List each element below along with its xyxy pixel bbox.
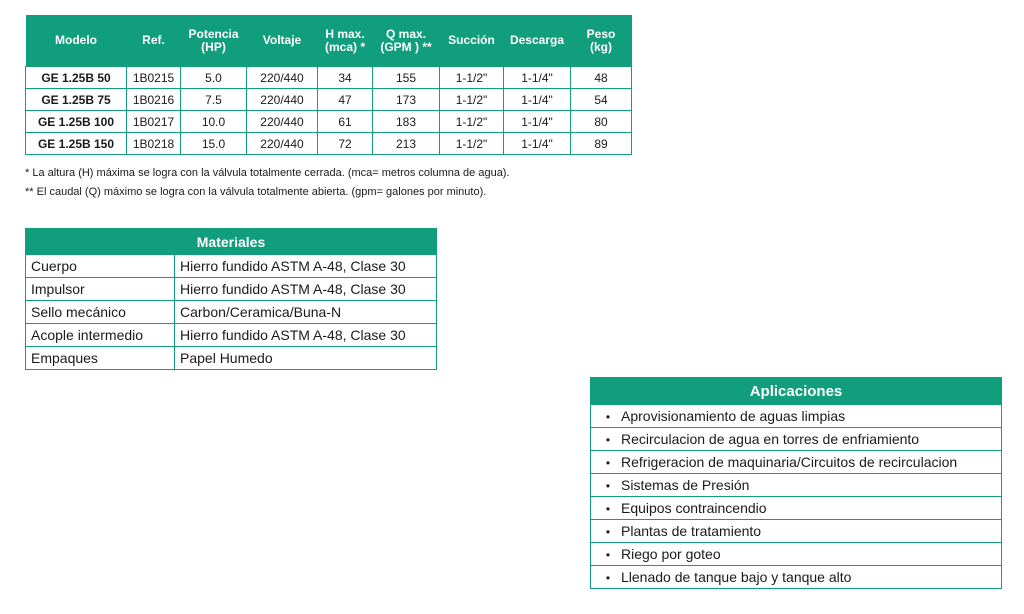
cell-voltaje: 220/440 xyxy=(247,133,318,155)
material-spec: Hierro fundido ASTM A-48, Clase 30 xyxy=(175,278,437,301)
table-row xyxy=(26,301,437,324)
cell-peso: 89 xyxy=(571,133,632,155)
bullet-icon: • xyxy=(605,571,611,585)
cell-modelo: GE 1.25B 100 xyxy=(26,111,127,133)
col-header-potencia: Potencia (HP) xyxy=(181,15,247,67)
cell-modelo: GE 1.25B 75 xyxy=(26,89,127,111)
material-part: Sello mecánico xyxy=(26,301,175,324)
cell-modelo: GE 1.25B 50 xyxy=(26,67,127,89)
application-item xyxy=(591,497,1002,520)
cell-succion: 1-1/2" xyxy=(440,89,504,111)
applications-title: Aplicaciones xyxy=(591,378,1002,405)
list-item xyxy=(591,497,1002,520)
application-item xyxy=(591,520,1002,543)
material-spec: Hierro fundido ASTM A-48, Clase 30 xyxy=(175,324,437,347)
cell-qmax: 213 xyxy=(373,133,440,155)
application-item xyxy=(591,451,1002,474)
cell-qmax: 173 xyxy=(373,89,440,111)
application-item xyxy=(591,474,1002,497)
cell-modelo: GE 1.25B 150 xyxy=(26,133,127,155)
applications-table xyxy=(590,377,1002,589)
materials-table xyxy=(25,228,437,370)
col-header-qmax: Q max. (GPM ) ** xyxy=(373,15,440,67)
specs-table xyxy=(25,15,632,155)
cell-succion: 1-1/2" xyxy=(440,67,504,89)
list-item xyxy=(591,428,1002,451)
application-text: Llenado de tanque bajo y tanque alto xyxy=(621,569,852,585)
cell-ref: 1B0217 xyxy=(127,111,181,133)
list-item xyxy=(591,474,1002,497)
material-part: Impulsor xyxy=(26,278,175,301)
table-row xyxy=(26,89,632,111)
cell-qmax: 155 xyxy=(373,67,440,89)
bullet-icon: • xyxy=(605,502,611,516)
cell-potencia: 7.5 xyxy=(181,89,247,111)
col-header-succion: Succión xyxy=(440,15,504,67)
table-row xyxy=(26,278,437,301)
cell-voltaje: 220/440 xyxy=(247,67,318,89)
bullet-icon: • xyxy=(605,525,611,539)
table-row xyxy=(26,255,437,278)
materials-title: Materiales xyxy=(26,229,437,255)
col-header-peso: Peso (kg) xyxy=(571,15,632,67)
col-header-descarga: Descarga xyxy=(504,15,571,67)
cell-descarga: 1-1/4" xyxy=(504,133,571,155)
table-row xyxy=(26,111,632,133)
cell-potencia: 15.0 xyxy=(181,133,247,155)
application-text: Equipos contraincendio xyxy=(621,500,767,516)
application-text: Refrigeracion de maquinaria/Circuitos de recirculacion xyxy=(621,454,958,470)
cell-peso: 48 xyxy=(571,67,632,89)
application-item xyxy=(591,428,1002,451)
cell-succion: 1-1/2" xyxy=(440,111,504,133)
material-spec: Hierro fundido ASTM A-48, Clase 30 xyxy=(175,255,437,278)
cell-peso: 54 xyxy=(571,89,632,111)
cell-succion: 1-1/2" xyxy=(440,133,504,155)
cell-descarga: 1-1/4" xyxy=(504,67,571,89)
list-item xyxy=(591,520,1002,543)
application-text: Plantas de tratamiento xyxy=(621,523,762,539)
application-text: Recirculacion de agua en torres de enfriamiento xyxy=(621,431,920,447)
cell-qmax: 183 xyxy=(373,111,440,133)
col-header-modelo: Modelo xyxy=(26,15,127,67)
col-header-hmax: H max. (mca) * xyxy=(318,15,373,67)
col-header-voltaje: Voltaje xyxy=(247,15,318,67)
cell-voltaje: 220/440 xyxy=(247,111,318,133)
cell-potencia: 10.0 xyxy=(181,111,247,133)
list-item xyxy=(591,543,1002,566)
material-part: Empaques xyxy=(26,347,175,370)
table-row xyxy=(26,67,632,89)
material-spec: Papel Humedo xyxy=(175,347,437,370)
table-row xyxy=(26,324,437,347)
table-row xyxy=(26,347,437,370)
list-item xyxy=(591,405,1002,428)
materials-header-row xyxy=(26,229,437,255)
cell-hmax: 34 xyxy=(318,67,373,89)
cell-potencia: 5.0 xyxy=(181,67,247,89)
cell-hmax: 72 xyxy=(318,133,373,155)
material-part: Acople intermedio xyxy=(26,324,175,347)
bullet-icon: • xyxy=(605,548,611,562)
bullet-icon: • xyxy=(605,410,611,424)
application-item xyxy=(591,543,1002,566)
application-item xyxy=(591,405,1002,428)
cell-ref: 1B0215 xyxy=(127,67,181,89)
applications-header-row xyxy=(591,378,1002,405)
list-item xyxy=(591,451,1002,474)
cell-hmax: 47 xyxy=(318,89,373,111)
application-text: Sistemas de Presión xyxy=(621,477,750,493)
material-spec: Carbon/Ceramica/Buna-N xyxy=(175,301,437,324)
cell-peso: 80 xyxy=(571,111,632,133)
material-part: Cuerpo xyxy=(26,255,175,278)
table-row xyxy=(26,133,632,155)
bullet-icon: • xyxy=(605,479,611,493)
col-header-ref: Ref. xyxy=(127,15,181,67)
cell-descarga: 1-1/4" xyxy=(504,89,571,111)
footnote-flow: ** El caudal (Q) máximo se logra con la válvula totalmente abierta. (gpm= galones por minuto). xyxy=(25,186,487,198)
cell-ref: 1B0218 xyxy=(127,133,181,155)
cell-hmax: 61 xyxy=(318,111,373,133)
footnote-height: * La altura (H) máxima se logra con la válvula totalmente cerrada. (mca= metros columna de agua). xyxy=(25,167,510,179)
cell-voltaje: 220/440 xyxy=(247,89,318,111)
application-item xyxy=(591,566,1002,589)
bullet-icon: • xyxy=(605,456,611,470)
list-item xyxy=(591,566,1002,589)
bullet-icon: • xyxy=(605,433,611,447)
application-text: Aprovisionamiento de aguas limpias xyxy=(621,408,846,424)
specs-header-row xyxy=(26,15,632,67)
application-text: Riego por goteo xyxy=(621,546,721,562)
cell-descarga: 1-1/4" xyxy=(504,111,571,133)
cell-ref: 1B0216 xyxy=(127,89,181,111)
